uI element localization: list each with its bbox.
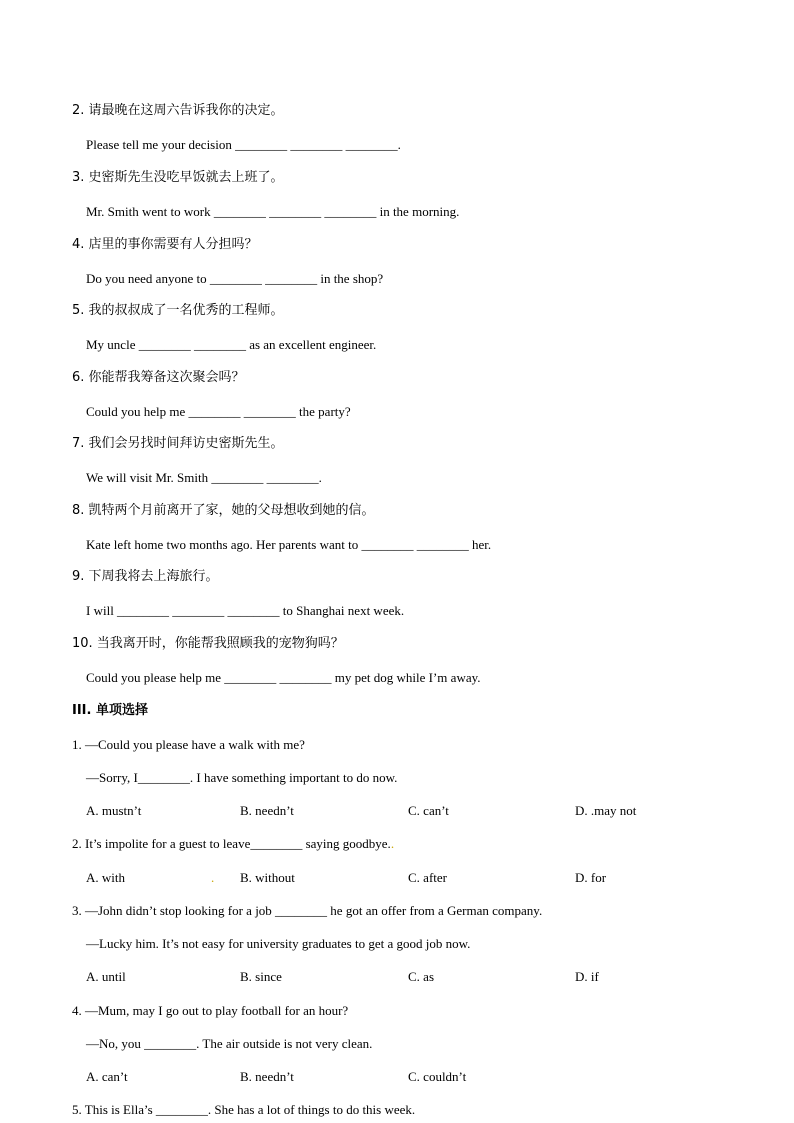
mcq-4-option-a: A. can’t xyxy=(86,1069,128,1084)
mcq-1-dialog: —Sorry, I________. I have something important to do now. xyxy=(86,770,398,785)
translation-answer-9: I will ________ ________ ________ to Shanghai next week. xyxy=(86,603,405,618)
mcq-3-option-d: D. if xyxy=(575,969,599,984)
translation-prompt-6: 6. 你能帮我筹备这次聚会吗？ xyxy=(72,370,245,385)
section-title: III. 单项选择 xyxy=(72,703,148,718)
mcq-3-option-a: A. until xyxy=(86,969,126,984)
mcq-2-option-c: C. after xyxy=(408,870,447,885)
mcq-2-option-d: D. for xyxy=(575,870,607,885)
translation-answer-3: Mr. Smith went to work ________ ________ ________ in the morning. xyxy=(86,204,460,219)
mcq-4-stem: 4. —Mum, may I go out to play football for an hour? xyxy=(72,1003,349,1018)
mcq-2-stem xyxy=(72,836,394,852)
mcq-4-option-c: C. couldn’t xyxy=(408,1069,467,1084)
translation-prompt-5: 5. 我的叔叔成了一名优秀的工程师。 xyxy=(72,303,284,318)
translation-answer-4: Do you need anyone to ________ ________ in the shop? xyxy=(86,271,384,286)
translation-answer-2: Please tell me your decision ________ ________ ________. xyxy=(86,137,401,152)
mcq-4-option-b: B. needn’t xyxy=(240,1069,294,1084)
mcq-2-stem-mark: . xyxy=(390,836,395,851)
translation-answer-7: We will visit Mr. Smith ________ ________. xyxy=(86,470,322,485)
mcq-2-option-a-mark: . xyxy=(211,870,215,885)
mcq-4-dialog: —No, you ________. The air outside is not very clean. xyxy=(86,1036,373,1051)
translation-prompt-9: 9. 下周我将去上海旅行。 xyxy=(72,569,219,584)
mcq-2-option-b: B. without xyxy=(240,870,295,885)
mcq-2-option-a: A. with xyxy=(86,870,125,885)
translation-prompt-7: 7. 我们会另找时间拜访史密斯先生。 xyxy=(72,436,284,451)
translation-prompt-8: 8. 凯特两个月前离开了家，她的父母想收到她的信。 xyxy=(72,503,375,518)
mcq-3-option-c: C. as xyxy=(408,969,434,984)
mcq-3-dialog: —Lucky him. It’s not easy for university graduates to get a good job now. xyxy=(86,936,471,951)
translation-answer-5: My uncle ________ ________ as an excellent engineer. xyxy=(86,337,377,352)
translation-answer-6: Could you help me ________ ________ the party? xyxy=(86,404,351,419)
translation-prompt-4: 4. 店里的事你需要有人分担吗？ xyxy=(72,237,258,252)
translation-prompt-2: 2. 请最晚在这周六告诉我你的决定。 xyxy=(72,103,284,118)
mcq-1-stem: 1. —Could you please have a walk with me? xyxy=(72,737,305,752)
translation-answer-8: Kate left home two months ago. Her parents want to ________ ________ her. xyxy=(86,537,492,552)
mcq-1-option-c: C. can’t xyxy=(408,803,449,818)
mcq-1-option-b: B. needn’t xyxy=(240,803,294,818)
translation-prompt-3: 3. 史密斯先生没吃早饭就去上班了。 xyxy=(72,170,284,185)
mcq-5-stem: 5. This is Ella’s ________. She has a lot of things to do this week. xyxy=(72,1102,416,1117)
mcq-1-option-d: D. .may not xyxy=(575,803,637,818)
mcq-3-stem: 3. —John didn’t stop looking for a job ________ he got an offer from a German company. xyxy=(72,903,543,918)
mcq-3-option-b: B. since xyxy=(240,969,282,984)
translation-prompt-10: 10. 当我离开时，你能帮我照顾我的宠物狗吗？ xyxy=(72,636,344,651)
mcq-2-stem-text: 2. It’s impolite for a guest to leave________ saying goodbye. xyxy=(72,836,391,851)
mcq-1-option-a: A. mustn’t xyxy=(86,803,142,818)
translation-answer-10: Could you please help me ________ ________ my pet dog while I’m away. xyxy=(86,670,481,685)
